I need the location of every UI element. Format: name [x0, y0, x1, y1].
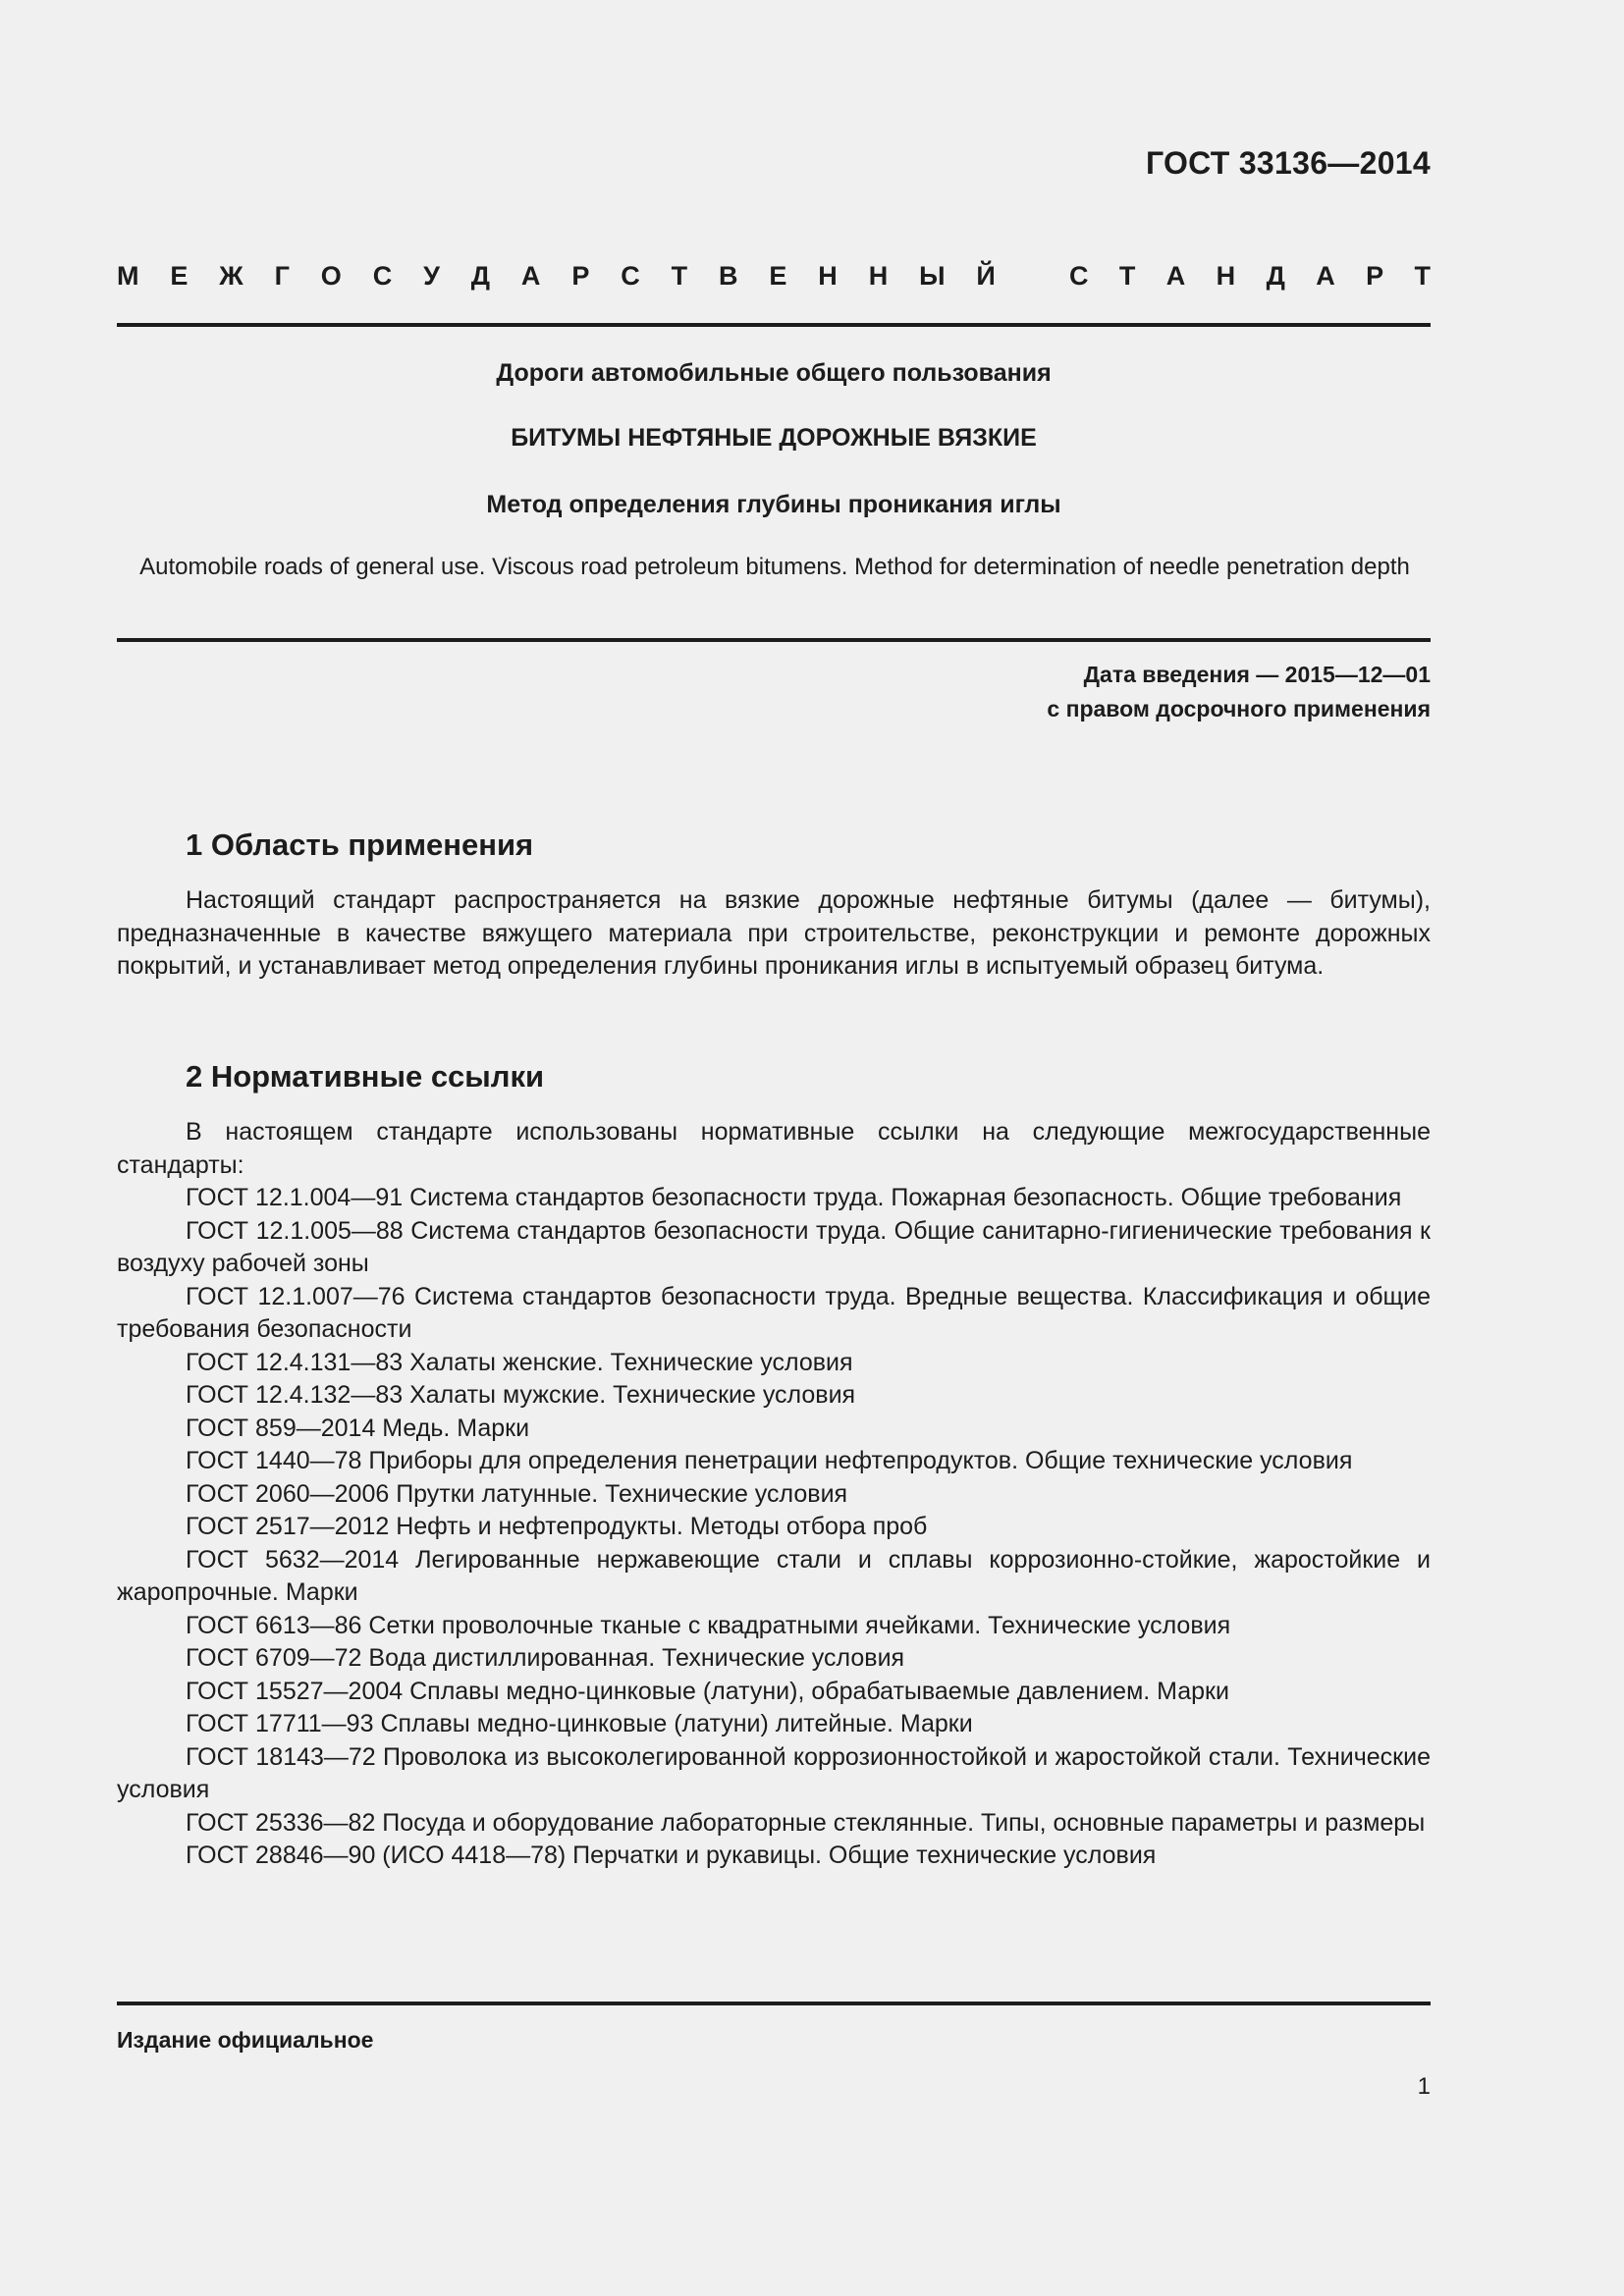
banner-letter: А — [1316, 261, 1335, 291]
banner-letter: Ж — [219, 261, 244, 291]
reference-item: ГОСТ 6709—72 Вода дистиллированная. Технические условия — [186, 1644, 905, 1672]
banner-letter: А — [520, 261, 541, 291]
banner-letter: У — [423, 261, 440, 291]
english-title: Automobile roads of general use. Viscous road petroleum bitumens. Method for determination of needle penetration depth — [139, 554, 1410, 580]
title-line-2: БИТУМЫ НЕФТЯНЫЕ ДОРОЖНЫЕ ВЯЗКИЕ — [511, 424, 1037, 452]
banner-letter: С — [372, 261, 393, 291]
reference-item: ГОСТ 2060—2006 Прутки латунные. Технические условия — [186, 1479, 848, 1508]
references-intro: В настоящем стандарте использованы нормативные ссылки на следующие межгосударственные стандарты: — [117, 1118, 1431, 1179]
banner-letter: О — [320, 261, 342, 291]
normative-references — [117, 1116, 1431, 1873]
document-code: ГОСТ 33136—2014 — [1145, 145, 1431, 181]
reference-item: ГОСТ 12.4.131—83 Халаты женские. Технические условия — [186, 1348, 853, 1376]
banner-letter: Г — [274, 261, 290, 291]
banner-letter: Т — [1118, 261, 1136, 291]
banner-letter: Н — [868, 261, 889, 291]
standard-kind-word-1 — [117, 261, 996, 292]
reference-item: ГОСТ 12.4.132—83 Халаты мужские. Технические условия — [186, 1381, 856, 1409]
reference-item: ГОСТ 17711—93 Сплавы медно-цинковые (латуни) литейные. Марки — [186, 1710, 973, 1737]
reference-item: ГОСТ 12.1.007—76 Система стандартов безопасности труда. Вредные вещества. Классификация и общие требования безопасности — [117, 1282, 1431, 1343]
reference-item: ГОСТ 15527—2004 Сплавы медно-цинковые (латуни), обрабатываемые давлением. Марки — [186, 1677, 1229, 1705]
reference-item: ГОСТ 28846—90 (ИСО 4418—78) Перчатки и рукавицы. Общие технические условия — [186, 1842, 1157, 1869]
title-rule — [117, 638, 1431, 642]
title-line-3: Метод определения глубины проникания иглы — [486, 491, 1061, 518]
page-number: 1 — [1417, 2073, 1431, 2100]
reference-item: ГОСТ 5632—2014 Легированные нержавеющие стали и сплавы коррозионно-стойкие, жаростойкие и жаропрочные. Марки — [117, 1545, 1431, 1606]
header-rule — [117, 323, 1431, 327]
reference-item: ГОСТ 2517—2012 Нефть и нефтепродукты. Методы отбора проб — [186, 1513, 928, 1540]
banner-letter: В — [719, 261, 738, 291]
banner-letter: М — [117, 261, 139, 291]
reference-item: ГОСТ 12.1.004—91 Система стандартов безопасности труда. Пожарная безопасность. Общие требования — [186, 1184, 1402, 1211]
banner-letter: Е — [170, 261, 189, 291]
banner-letter: А — [1165, 261, 1186, 291]
reference-item: ГОСТ 859—2014 Медь. Марки — [186, 1414, 530, 1442]
introduction-date-block — [1047, 658, 1431, 726]
banner-letter: Д — [1266, 261, 1285, 291]
section-1-heading: 1 Область применения — [186, 828, 534, 862]
reference-item: ГОСТ 1440—78 Приборы для определения пенетрации нефтепродуктов. Общие технические условия — [186, 1447, 1353, 1474]
section-1-body — [117, 884, 1431, 984]
footer-rule — [117, 2002, 1431, 2005]
banner-letter: С — [621, 261, 640, 291]
reference-item: ГОСТ 6613—86 Сетки проволочные тканые с квадратными ячейками. Технические условия — [186, 1611, 1231, 1639]
banner-letter: Н — [1216, 261, 1236, 291]
banner-letter: Й — [976, 261, 996, 291]
banner-letter: Е — [769, 261, 787, 291]
banner-letter: Н — [818, 261, 838, 291]
banner-letter: Р — [1366, 261, 1384, 291]
reference-item: ГОСТ 12.1.005—88 Система стандартов безопасности труда. Общие санитарно-гигиенические требования к воздуху рабочей зоны — [117, 1216, 1431, 1277]
early-application-note: с правом досрочного применения — [1047, 696, 1431, 721]
standard-kind-banner — [117, 261, 1431, 292]
title-line-1: Дороги автомобильные общего пользования — [496, 359, 1052, 387]
reference-item: ГОСТ 18143—72 Проволока из высоколегированной коррозионностойкой и жаростойкой стали. Технические условия — [117, 1742, 1431, 1803]
banner-letter: Т — [671, 261, 688, 291]
section-1-paragraph: Настоящий стандарт распространяется на вязкие дорожные нефтяные битумы (далее — битумы), предназначенные в качестве вяжущего материала при строительстве, реконструкции и ремонте дорожных покрытий, и устанавливает метод определения глубины проникания иглы в испытуемый образец битума. — [117, 886, 1431, 980]
introduction-date: Дата введения — 2015—12—01 — [1083, 662, 1431, 687]
banner-letter: Т — [1414, 261, 1431, 291]
reference-item: ГОСТ 25336—82 Посуда и оборудование лабораторные стеклянные. Типы, основные параметры и размеры — [186, 1808, 1426, 1837]
official-edition-note: Издание официальное — [117, 2027, 374, 2053]
banner-letter: С — [1069, 261, 1089, 291]
section-2-heading: 2 Нормативные ссылки — [186, 1059, 545, 1094]
banner-letter: Д — [470, 261, 491, 291]
banner-letter: Р — [571, 261, 590, 291]
standard-kind-word-2 — [1069, 261, 1431, 292]
banner-letter: Ы — [919, 261, 946, 291]
